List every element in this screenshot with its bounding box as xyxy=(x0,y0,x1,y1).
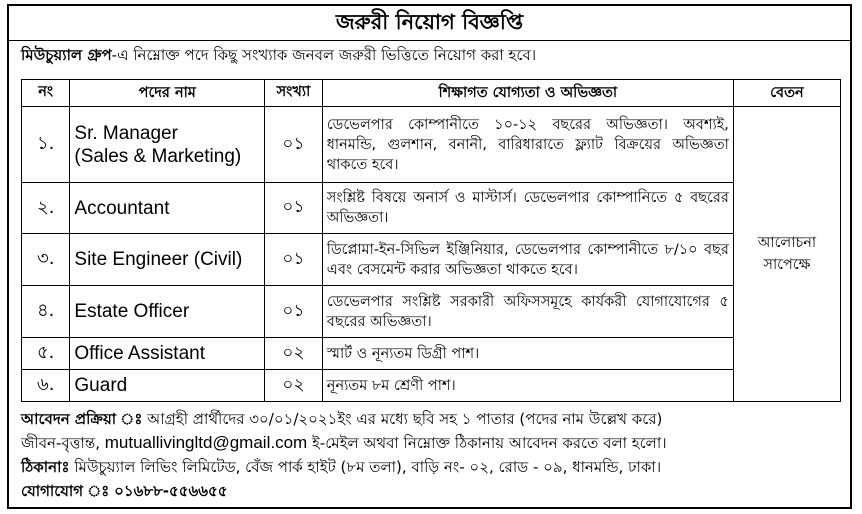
header-no: নং xyxy=(22,80,70,107)
row-qualification: ডেভেলপার সংশ্লিষ্ট সরকারী অফিসসমূহে কার্যকরী যোগাযোগের ৫ বছরের অভিজ্ঞতা। xyxy=(322,286,733,338)
header-qty: সংখ্যা xyxy=(265,80,323,107)
row-qualification: ডিপ্লোমা-ইন-সিভিল ইঞ্জিনিয়ার, ডেভেলপার কোম্পানীতে ৮/১০ বছর এবং বেসমেন্ট করার অভিজ্ঞতা থাকতে হবে। xyxy=(322,234,733,286)
row-qualification: সংশ্লিষ্ট বিষয়ে অনার্স ও মাস্টার্স। ডেভেলপার কোম্পানিতে ৫ বছরের অভিজ্ঞতা। xyxy=(322,183,733,234)
apply-line-2 xyxy=(21,431,667,455)
row-no: ২. xyxy=(22,183,70,234)
intro-text xyxy=(21,44,536,66)
row-post xyxy=(70,234,265,286)
vacancy-table xyxy=(21,79,841,402)
row-post xyxy=(70,370,265,402)
row-post-line2: (Sales & Marketing) xyxy=(74,145,242,167)
company-name: মিউচুয়্যাল গ্রুপ xyxy=(21,46,112,64)
table-row xyxy=(22,234,841,286)
row-qualification: নূন্যতম ৮ম শ্রেণী পাশ। xyxy=(322,370,733,402)
email-instruction: ই-মেইল অথবা নিম্নোক্ত ঠিকানায় আবেদন করতে বলা হলো। xyxy=(311,434,667,452)
table-row xyxy=(22,286,841,338)
process-label: আবেদন প্রক্রিয়া ঃ xyxy=(21,410,143,428)
row-no: ১. xyxy=(22,107,70,183)
table-row xyxy=(22,107,841,183)
table-row xyxy=(22,338,841,370)
apply-line-1 xyxy=(21,407,667,431)
row-no: ৪. xyxy=(22,286,70,338)
row-qty: ০২ xyxy=(265,338,323,370)
row-post-line1: Estate Officer xyxy=(74,301,190,322)
row-post-line1: Accountant xyxy=(74,197,170,219)
ad-title: জরুরী নিয়োগ বিজ্ঞপ্তি xyxy=(335,10,524,34)
row-qty: ০২ xyxy=(265,370,323,402)
application-info xyxy=(21,407,667,503)
row-qualification: স্মার্ট ও নূন্যতম ডিগ্রী পাশ। xyxy=(322,338,733,370)
table-row xyxy=(22,370,841,402)
email-address[interactable]: mutuallivingltd@gmail.com xyxy=(104,433,308,452)
row-post xyxy=(70,183,265,234)
row-qty: ০১ xyxy=(265,107,323,183)
row-post xyxy=(70,338,265,370)
intro-body: -এ নিম্নোক্ত পদে কিছু সংখ্যাক জনবল জরুরী ভিত্তিতে নিয়োগ করা হবে। xyxy=(111,46,537,64)
header-salary: বেতন xyxy=(733,80,840,107)
row-post xyxy=(70,107,265,183)
row-post-line1: Site Engineer (Civil) xyxy=(74,249,243,270)
title-divider xyxy=(9,40,850,41)
row-qty: ০১ xyxy=(265,286,323,338)
salary-line1: আলোচনা xyxy=(757,235,817,251)
row-post xyxy=(70,286,265,338)
salary-line2: সাপেক্ষে xyxy=(763,257,811,273)
apply-line-3 xyxy=(21,455,667,479)
row-no: ৩. xyxy=(22,234,70,286)
table-header-row xyxy=(22,80,841,107)
row-qty: ০১ xyxy=(265,183,323,234)
cv-text: জীবন-বৃত্তান্ত, xyxy=(21,434,100,452)
address-label: ঠিকানাঃ xyxy=(21,458,70,476)
contact-label: যোগাযোগ ঃ xyxy=(21,482,110,500)
apply-line-4 xyxy=(21,479,667,503)
row-qualification: ডেভেলপার কোম্পানীতে ১০-১২ বছরের অভিজ্ঞতা। অবশ্যই, ধানমন্ডি, গুলশান, বনানী, বারিধারাতে ফ্ল্যাট বিক্রয়ের অভিজ্ঞতা থাকতে হবে। xyxy=(322,107,733,183)
header-qualification: শিক্ষাগত যোগ্যতা ও অভিজ্ঞতা xyxy=(322,80,733,107)
process-text: আগ্রহী প্রার্থীদের ৩০/০১/২০২১ইং এর মধ্যে ছবি সহ ১ পাতার (পদের নাম উল্লেখ করে) xyxy=(147,410,663,428)
job-advertisement xyxy=(7,4,852,509)
row-no: ৬. xyxy=(22,370,70,402)
contact-number[interactable]: ০১৬৮৮-৫৫৬৬৫৫ xyxy=(114,482,228,500)
row-qty: ০১ xyxy=(265,234,323,286)
salary-cell xyxy=(733,107,840,402)
address-text: মিউচুয়্যাল লিভিং লিমিটেড, বেঁজ পার্ক হাইট (৮ম তলা), বাড়ি নং- ০২, রোড - ০৯, ধানমন্ডি, ঢাকা। xyxy=(74,458,662,476)
table-row xyxy=(22,183,841,234)
row-post-line1: Office Assistant xyxy=(74,343,206,364)
row-post-line1: Sr. Manager xyxy=(74,122,178,144)
row-no: ৫. xyxy=(22,338,70,370)
header-post: পদের নাম xyxy=(70,80,265,107)
row-post-line1: Guard xyxy=(74,375,128,396)
